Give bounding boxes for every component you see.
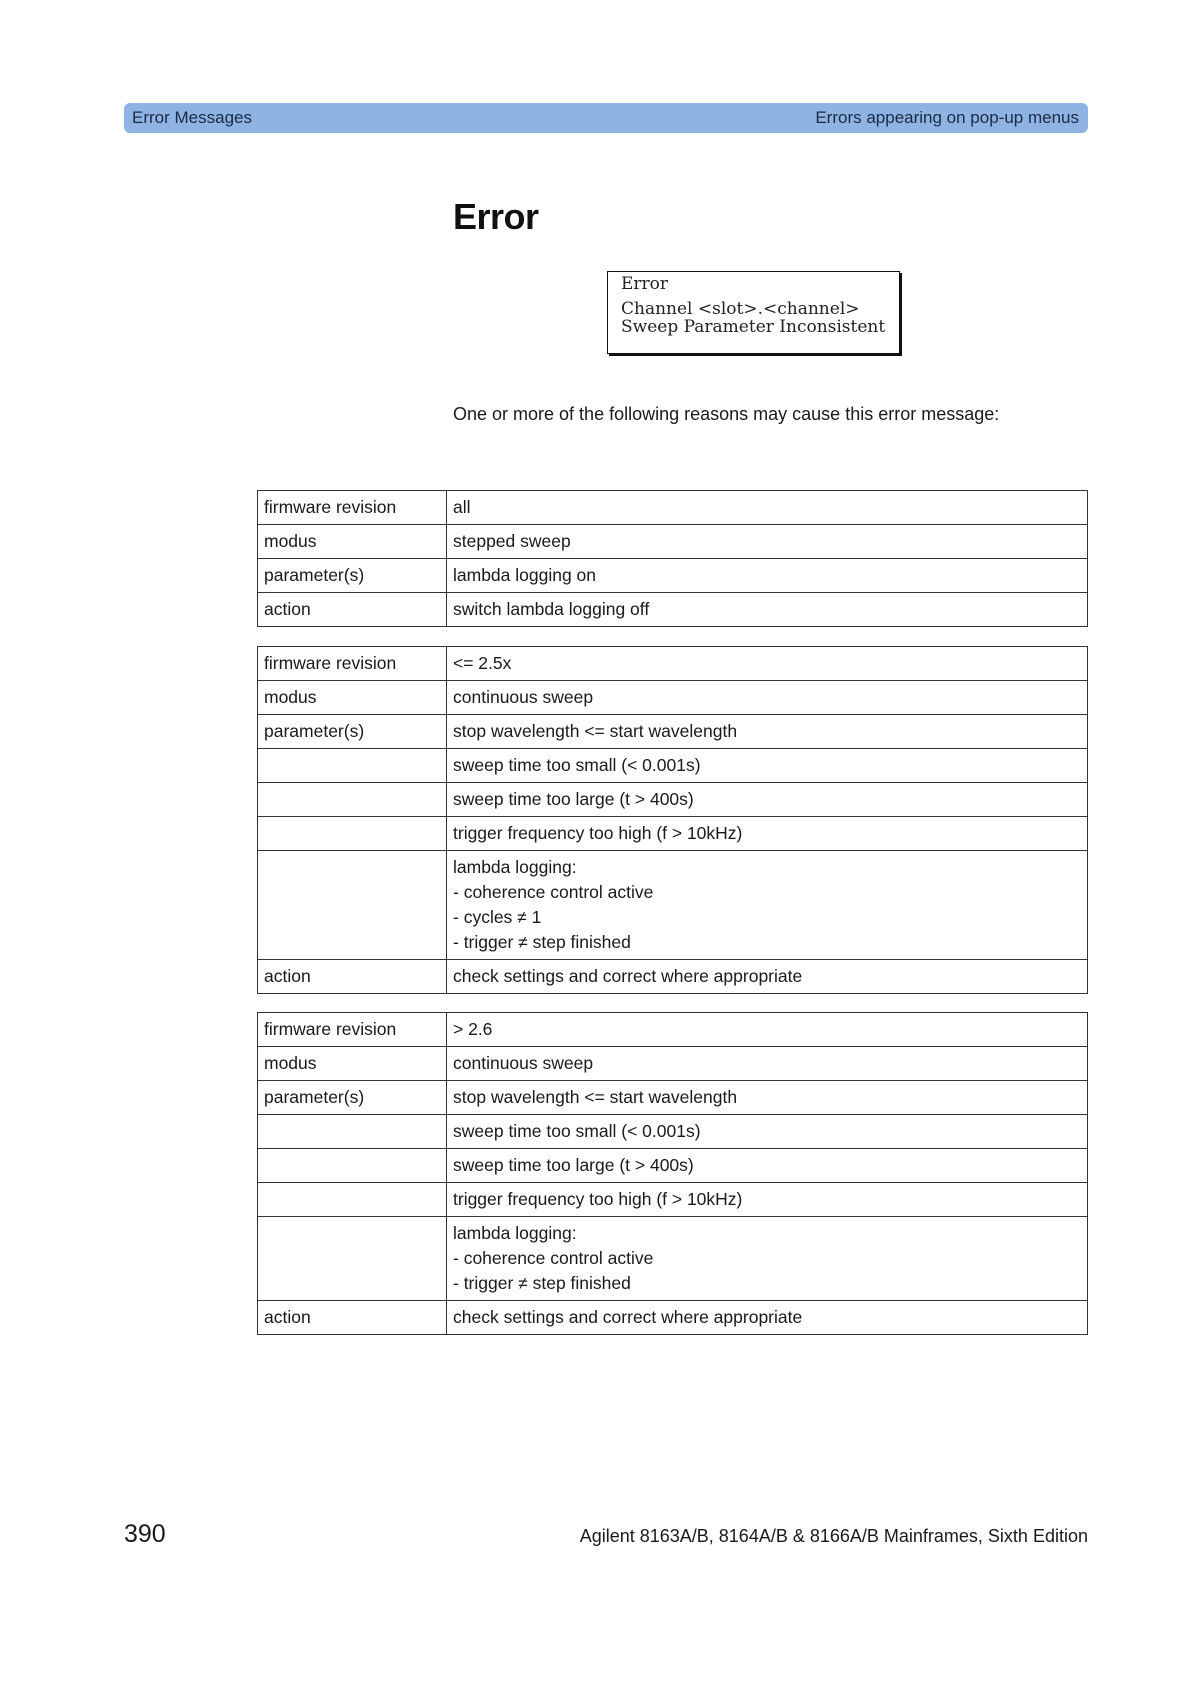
row-value: stop wavelength <= start wavelength <box>447 1081 1088 1115</box>
table-row <box>258 491 1088 525</box>
row-label: firmware revision <box>258 491 447 525</box>
row-label <box>258 817 447 851</box>
table-row <box>258 1217 1088 1301</box>
row-value: lambda logging: - coherence control active - trigger ≠ step finished <box>447 1217 1088 1301</box>
row-label <box>258 1217 447 1301</box>
running-header <box>124 103 1088 133</box>
footer-document-title: Agilent 8163A/B, 8164A/B & 8166A/B Mainframes, Sixth Edition <box>579 1526 1088 1546</box>
row-value: trigger frequency too high (f > 10kHz) <box>447 817 1088 851</box>
row-label: firmware revision <box>258 1013 447 1047</box>
table-row <box>258 851 1088 960</box>
reason-table-2 <box>257 646 1088 994</box>
row-label: parameter(s) <box>258 1081 447 1115</box>
error-popup-heading: Error <box>621 274 669 294</box>
row-label: firmware revision <box>258 647 447 681</box>
row-label <box>258 851 447 960</box>
row-value: sweep time too large (t > 400s) <box>447 1149 1088 1183</box>
page-number: 390 <box>124 1520 166 1548</box>
table-row <box>258 1149 1088 1183</box>
row-label: parameter(s) <box>258 559 447 593</box>
row-value: check settings and correct where appropriate <box>447 1301 1088 1335</box>
table-row <box>258 1183 1088 1217</box>
table-row <box>258 783 1088 817</box>
table-row <box>258 1301 1088 1335</box>
table-row <box>258 1013 1088 1047</box>
row-value: all <box>447 491 1088 525</box>
row-label: action <box>258 593 447 627</box>
row-label <box>258 1183 447 1217</box>
row-value: sweep time too large (t > 400s) <box>447 783 1088 817</box>
table-row <box>258 525 1088 559</box>
page-title: Error <box>453 196 539 237</box>
row-label: modus <box>258 681 447 715</box>
row-value: check settings and correct where appropriate <box>447 960 1088 994</box>
error-popup-message-line: Sweep Parameter Inconsistent <box>621 317 886 337</box>
row-label: parameter(s) <box>258 715 447 749</box>
row-label <box>258 783 447 817</box>
row-label: action <box>258 960 447 994</box>
row-value: sweep time too small (< 0.001s) <box>447 749 1088 783</box>
row-value: continuous sweep <box>447 681 1088 715</box>
table-row <box>258 1081 1088 1115</box>
table-row <box>258 960 1088 994</box>
intro-text: One or more of the following reasons may cause this error message: <box>453 404 1000 424</box>
reason-table-1 <box>257 490 1088 627</box>
row-value: <= 2.5x <box>447 647 1088 681</box>
header-section-title: Error Messages <box>132 108 252 127</box>
table-row <box>258 817 1088 851</box>
header-subsection-title: Errors appearing on pop-up menus <box>815 108 1079 127</box>
row-value: lambda logging on <box>447 559 1088 593</box>
row-value: > 2.6 <box>447 1013 1088 1047</box>
table-row <box>258 715 1088 749</box>
row-value: lambda logging: - coherence control active - cycles ≠ 1 - trigger ≠ step finished <box>447 851 1088 960</box>
row-label: action <box>258 1301 447 1335</box>
reason-table-3 <box>257 1012 1088 1335</box>
error-popup-screenshot <box>607 271 900 354</box>
table-row <box>258 1115 1088 1149</box>
error-popup-channel-line: Channel <slot>.<channel> <box>621 299 860 319</box>
table-row <box>258 1047 1088 1081</box>
table-row <box>258 681 1088 715</box>
row-label <box>258 1149 447 1183</box>
row-value: trigger frequency too high (f > 10kHz) <box>447 1183 1088 1217</box>
row-value: stepped sweep <box>447 525 1088 559</box>
row-value: stop wavelength <= start wavelength <box>447 715 1088 749</box>
row-label: modus <box>258 1047 447 1081</box>
row-label <box>258 1115 447 1149</box>
row-value: switch lambda logging off <box>447 593 1088 627</box>
table-row <box>258 559 1088 593</box>
row-label <box>258 749 447 783</box>
table-row <box>258 647 1088 681</box>
row-value: continuous sweep <box>447 1047 1088 1081</box>
table-row <box>258 749 1088 783</box>
table-row <box>258 593 1088 627</box>
row-label: modus <box>258 525 447 559</box>
row-value: sweep time too small (< 0.001s) <box>447 1115 1088 1149</box>
